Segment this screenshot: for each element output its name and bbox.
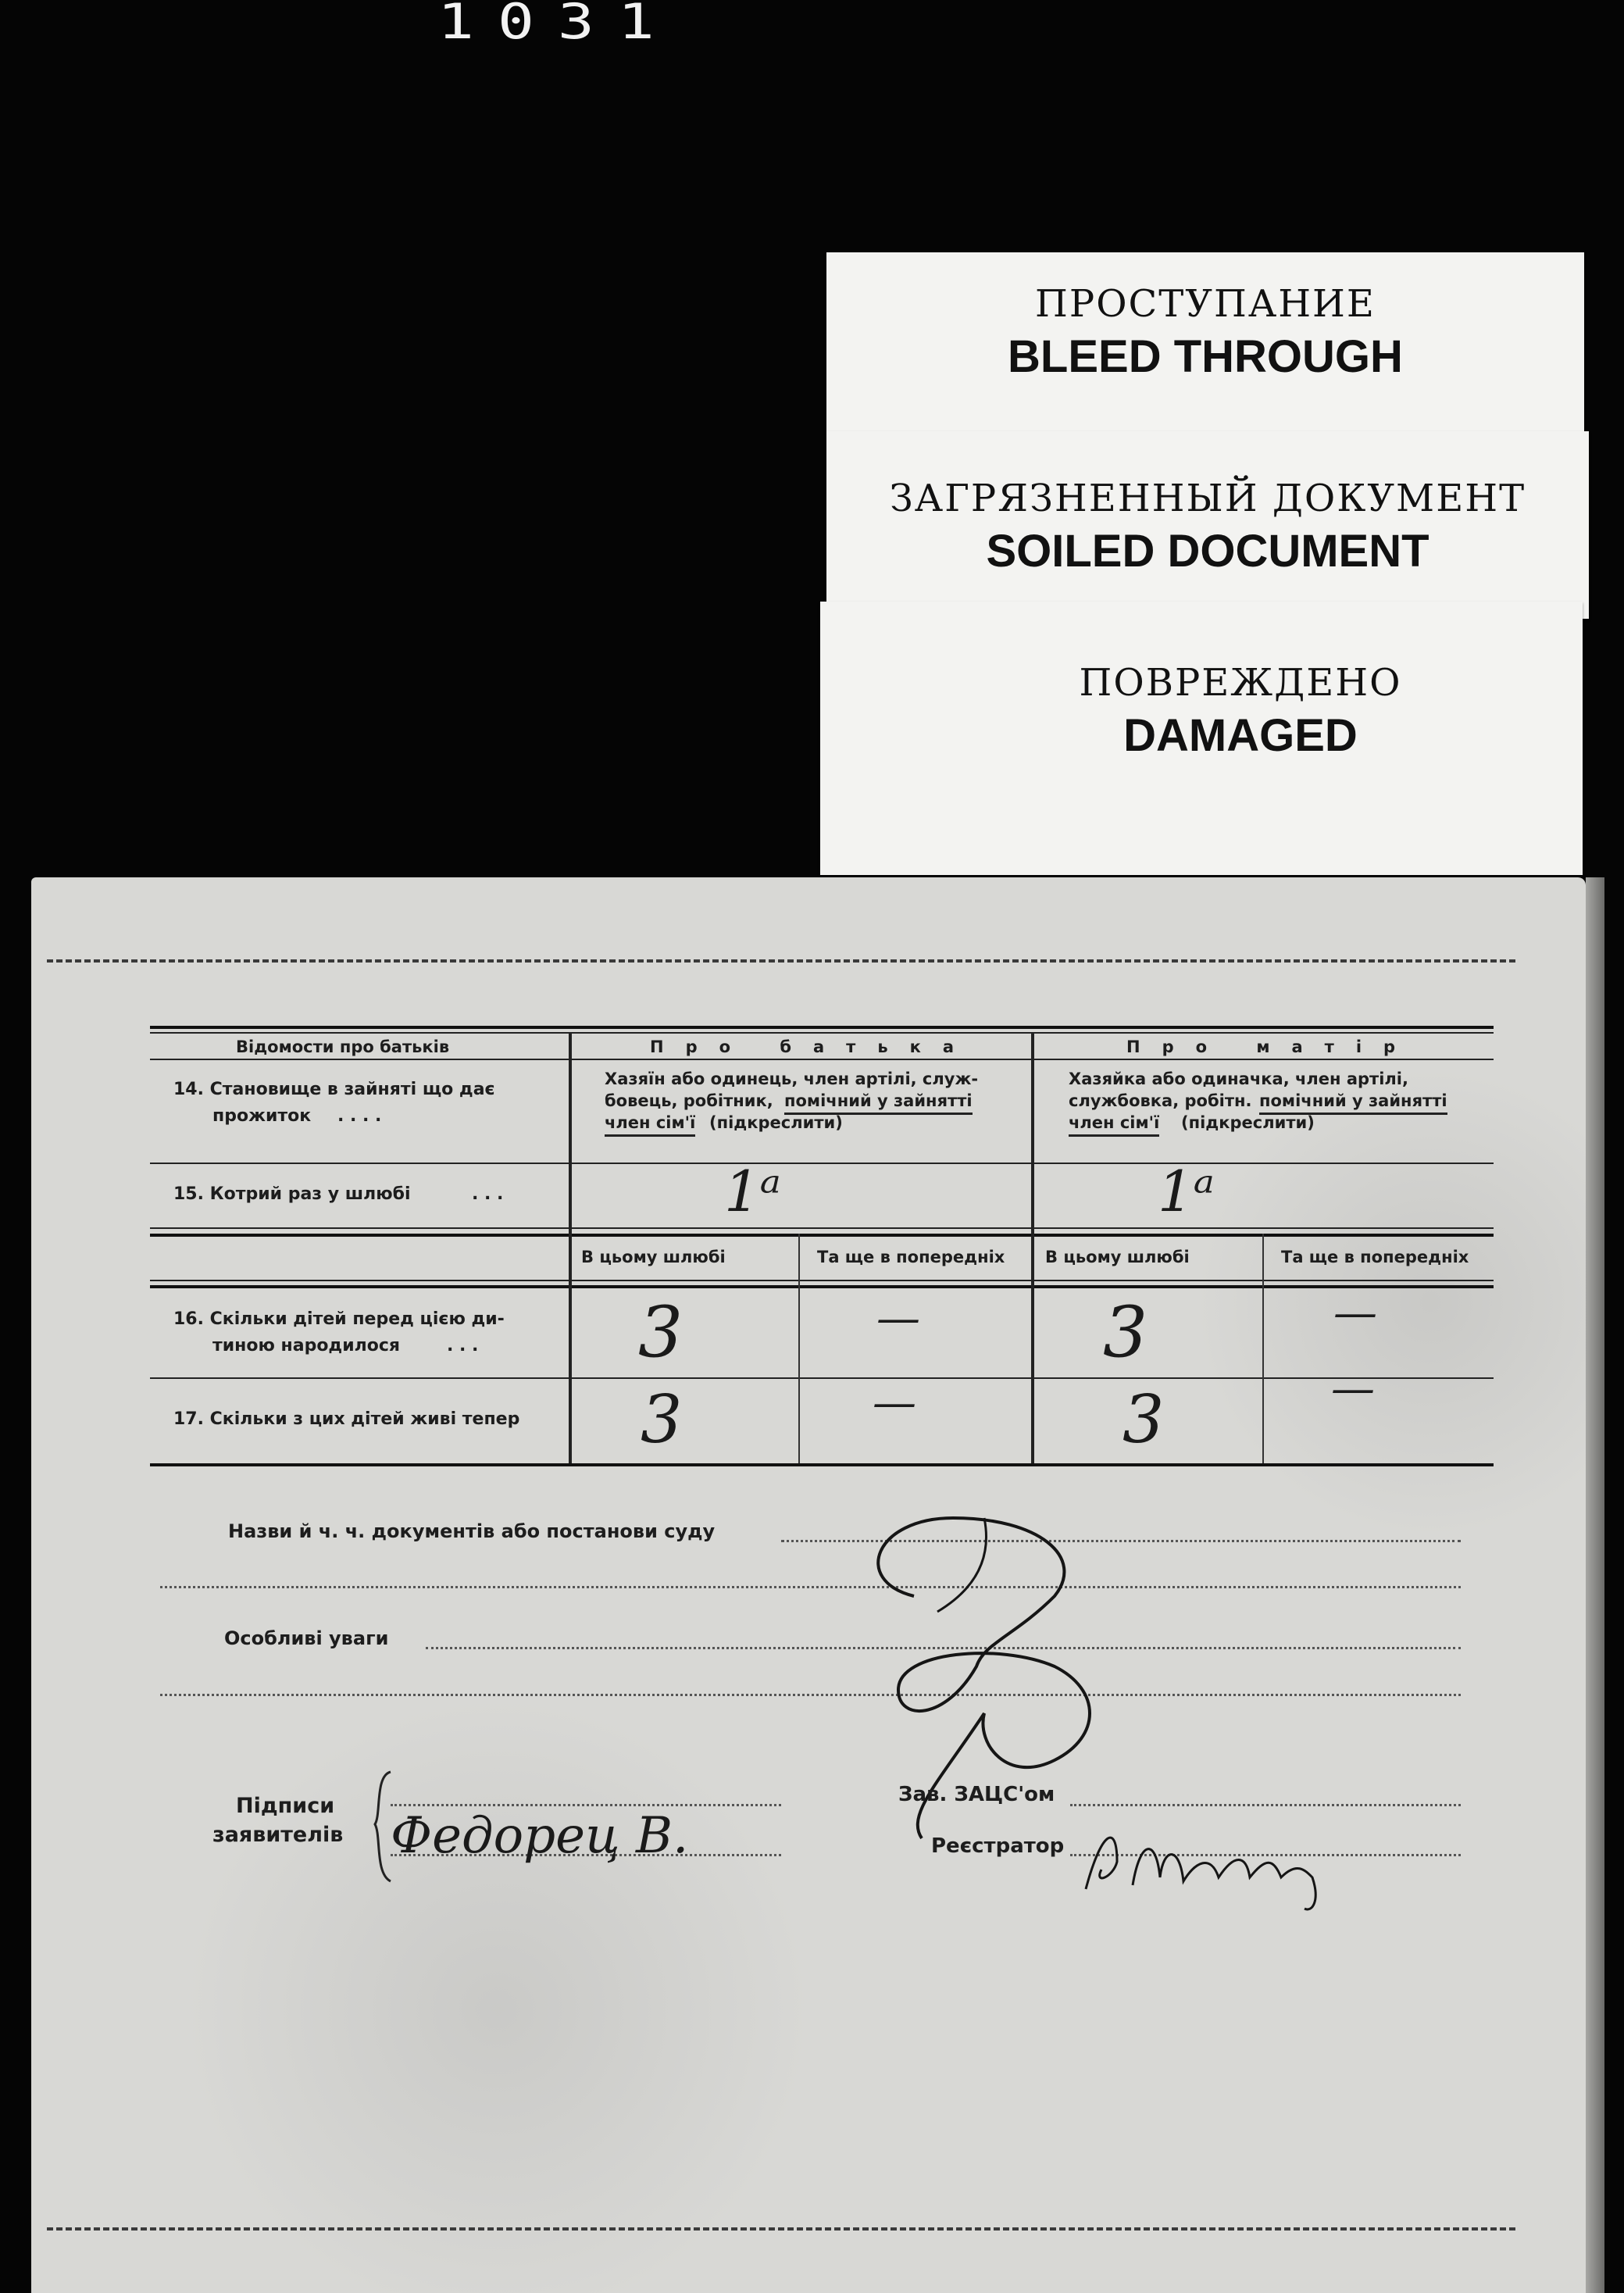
- applicant-signature: Федорец В.: [391, 1807, 689, 1865]
- bottom-dashed-line: [47, 2227, 1515, 2230]
- row14-mother-1: Хазяйка або одиначка, член артілі,: [1069, 1070, 1408, 1088]
- row16-father-this: 3: [638, 1291, 684, 1373]
- remarks-label: Особливі уваги: [224, 1627, 389, 1649]
- table-line: [150, 1032, 1494, 1034]
- head-line: [1070, 1804, 1461, 1806]
- signatures-label: Підписи: [236, 1794, 335, 1818]
- table-line: [150, 1059, 1494, 1060]
- table-vline: [1262, 1234, 1264, 1463]
- bleed-through-en: BLEED THROUGH: [1008, 331, 1403, 382]
- row14-father-2b: помічний у зайнятті: [784, 1090, 973, 1115]
- row14-leader: . . . .: [337, 1106, 382, 1126]
- row14-mother-2b: помічний у зайнятті: [1259, 1090, 1447, 1115]
- bleed-through-label: [826, 252, 1584, 436]
- row15-father-value: 1ᵃ: [724, 1159, 781, 1224]
- parents-table: [150, 1026, 1494, 1553]
- row14-father-2a: бовець, робітник,: [605, 1091, 773, 1110]
- header-mother: Про матір: [1126, 1038, 1418, 1056]
- row14-label: 14. Становище в зайняті що дає: [173, 1080, 495, 1099]
- row14-father-3a: член сім'ї: [605, 1112, 695, 1137]
- soiled-document-ru: ЗАГРЯЗНЕННЫЙ ДОКУМЕНТ: [889, 477, 1526, 520]
- registrar-signature: [1070, 1815, 1367, 1916]
- row16-leader: . . .: [447, 1336, 479, 1355]
- documents-line-2: [160, 1586, 1461, 1588]
- row14-mother-2a: службовка, робітн.: [1069, 1091, 1252, 1110]
- row17-father-prev: —: [873, 1377, 916, 1428]
- table-line: [150, 1280, 1494, 1281]
- soiled-document-en: SOILED DOCUMENT: [986, 526, 1429, 577]
- subheader-previous-father: Та ще в попередніх: [817, 1248, 1005, 1266]
- row15-mother-value: 1ᵃ: [1158, 1159, 1215, 1224]
- table-line: [150, 1026, 1494, 1029]
- row16-father-prev: —: [876, 1293, 920, 1344]
- damaged-ru: ПОВРЕЖДЕНО: [1079, 661, 1402, 705]
- header-parents: Відомости про батьків: [236, 1038, 450, 1056]
- head-label: Зав. ЗАЦС'ом: [898, 1783, 1055, 1806]
- table-line: [150, 1234, 1494, 1237]
- row17-mother-this: 3: [1123, 1381, 1165, 1458]
- bleed-through-ru: ПРОСТУПАНИЕ: [1035, 282, 1376, 326]
- frame-number: 1031: [437, 0, 678, 50]
- damaged-label: [820, 602, 1583, 875]
- row14-father-1: Хазяїн або одинець, член артілі, служ-: [605, 1070, 979, 1088]
- remarks-line-2: [160, 1694, 1461, 1696]
- table-vline: [1031, 1032, 1034, 1463]
- header-father: Про батька: [650, 1038, 976, 1056]
- table-line: [150, 1377, 1494, 1379]
- subheader-this-marriage-mother: В цьому шлюбі: [1045, 1248, 1190, 1266]
- top-dashed-line: [47, 959, 1515, 963]
- row17-label: 17. Скільки з цих дітей живі тепер: [173, 1409, 520, 1429]
- documents-label: Назви й ч. ч. документів або постанови суду: [228, 1520, 716, 1542]
- signatures-label-2: заявителів: [212, 1823, 344, 1847]
- damaged-en: DAMAGED: [1123, 710, 1358, 761]
- row16-label-2: тиною народилося: [212, 1336, 401, 1355]
- row14-mother-3a: член сім'ї: [1069, 1112, 1159, 1137]
- soiled-document-label: [826, 431, 1589, 619]
- row15-leader: . . .: [472, 1184, 504, 1204]
- row15-label: 15. Котрий раз у шлюбі: [173, 1184, 411, 1204]
- table-line: [150, 1285, 1494, 1288]
- row14-father-3b: (підкреслити): [709, 1113, 843, 1132]
- registrar-label: Реєстратор: [931, 1834, 1065, 1858]
- table-line: [150, 1463, 1494, 1466]
- row14-mother-3b: (підкреслити): [1181, 1113, 1315, 1132]
- table-line: [150, 1227, 1494, 1229]
- row16-mother-this: 3: [1103, 1291, 1148, 1373]
- table-vline: [569, 1032, 572, 1463]
- row16-label: 16. Скільки дітей перед цією ди-: [173, 1309, 505, 1329]
- row17-father-this: 3: [641, 1381, 683, 1458]
- subheader-this-marriage-father: В цьому шлюбі: [581, 1248, 726, 1266]
- table-line: [150, 1163, 1494, 1164]
- sheet-edge: [1586, 877, 1604, 2293]
- signature-line-1: [391, 1804, 781, 1806]
- form-sheet: [31, 877, 1586, 2293]
- table-vline: [798, 1234, 800, 1463]
- row17-mother-prev: —: [1331, 1363, 1375, 1414]
- row14-label-2: прожиток: [212, 1106, 312, 1126]
- row16-mother-prev: —: [1333, 1288, 1377, 1338]
- subheader-previous-mother: Та ще в попередніх: [1281, 1248, 1469, 1266]
